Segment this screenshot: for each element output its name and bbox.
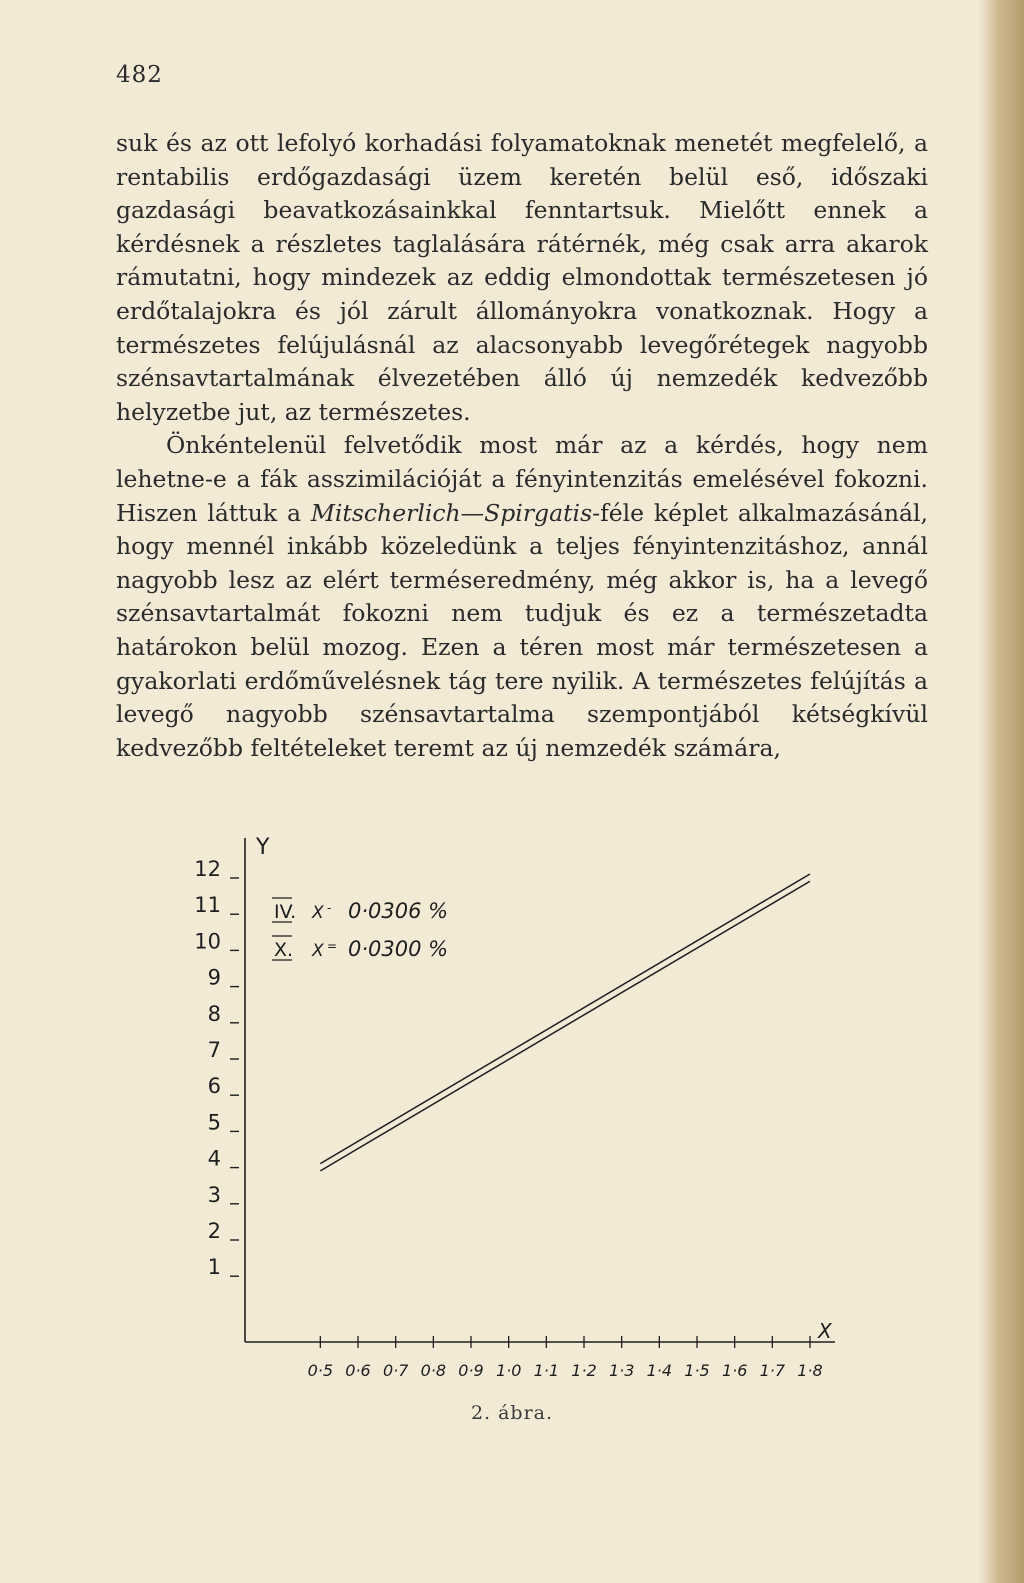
y-tick-label: 7: [207, 1038, 221, 1062]
x-tick-label: 1·7: [759, 1361, 786, 1380]
paragraph: [116, 429, 928, 765]
x-tick-label: 1·4: [646, 1361, 673, 1380]
figure-chart: [0, 820, 1024, 1440]
y-tick-label: 10: [194, 929, 221, 954]
legend-sign: -: [327, 901, 332, 915]
legend-value: 0·0300 %: [348, 937, 449, 961]
x-tick-label: 0·8: [420, 1361, 447, 1380]
page-number: 482: [116, 62, 163, 88]
italic-name: Mitscherlich—Spirgatis: [310, 498, 593, 527]
x-tick-label: 0·6: [345, 1361, 371, 1380]
x-tick-label: 1·3: [608, 1361, 635, 1380]
y-tick-label: 6: [207, 1074, 221, 1099]
y-tick-label: 9: [207, 965, 221, 990]
y-axis-label: Y: [256, 835, 270, 860]
legend-roman: IV.: [274, 901, 297, 923]
y-tick-label: 12: [194, 857, 221, 881]
x-tick-label: 1·8: [797, 1361, 823, 1380]
paragraph: [116, 127, 928, 429]
legend-variable: X: [312, 941, 324, 961]
series-line-x: [320, 881, 810, 1171]
y-tick-label: 5: [207, 1110, 221, 1135]
x-tick-label: 1·0: [495, 1361, 522, 1380]
x-tick-label: 0·9: [458, 1361, 484, 1380]
y-tick-label: 2: [207, 1219, 221, 1243]
legend-roman: X.: [274, 939, 294, 961]
text-segment: -féle képlet alkalmazásánál, hogy mennél inkább közeledünk a teljes fényintenzitáshoz, annál nagyobb lesz az elért terméseredmény, még akkor is, ha a levegő szénsavtartalmát fokozni nem tudjuk és ez a természetadta határokon belül mozog. Ezen a téren most már természetesen a gyakorlati erdőművelésnek tág tere nyilik. A természetes felújítás a levegő nagyobb szénsavtartalma szempontjából kétségkívül kedvezőbb feltételeket teremt az új nemzedék számára,: [116, 498, 929, 762]
x-tick-label: 1·6: [721, 1361, 748, 1380]
y-tick-label: 8: [207, 1001, 221, 1026]
legend-variable: X: [312, 903, 324, 923]
y-tick-label: 3: [207, 1182, 221, 1207]
x-tick-label: 0·5: [307, 1361, 334, 1380]
figure-caption: 2. ábra.: [470, 1402, 554, 1424]
legend-value: 0·0306 %: [348, 899, 449, 923]
y-tick-label: 1: [207, 1255, 221, 1280]
text-segment: suk és az ott lefolyó korhadási folyamatoknak menetét megfelelő, a rentabilis erdőgazdasági üzem keretén belül eső, időszaki gazdasági beavatkozásainkkal fenntartsuk. Mielőtt ennek a kérdésnek a részletes taglalására rátérnék, még csak arra akarok rámutatni, hogy mindezek az eddig elmondottak természetesen jó erdőtalajokra és jól zárult állományokra vonatkoznak. Hogy a természetes felújulásnál az alacsonyabb levegőrétegek nagyobb szénsavtartalmának élvezetében álló új nemzedék kedvezőbb helyzetbe jut, az természetes.: [116, 129, 928, 426]
x-tick-label: 1·2: [571, 1361, 597, 1380]
x-tick-label: 1·1: [533, 1361, 560, 1380]
legend-sign: =: [327, 939, 338, 953]
x-tick-label: 0·7: [382, 1361, 409, 1380]
body-text: [116, 127, 928, 765]
x-tick-label: 1·5: [684, 1361, 710, 1380]
y-tick-label: 11: [194, 893, 221, 918]
x-axis-label: X: [818, 1319, 832, 1343]
y-tick-label: 4: [207, 1146, 221, 1171]
text-segment: Önkéntelenül felvetődik most már az a kérdés, hogy nem lehetne-e a fák asszimilációját a fényintenzitás emelésével fokozni. Hiszen láttuk a: [116, 431, 928, 527]
